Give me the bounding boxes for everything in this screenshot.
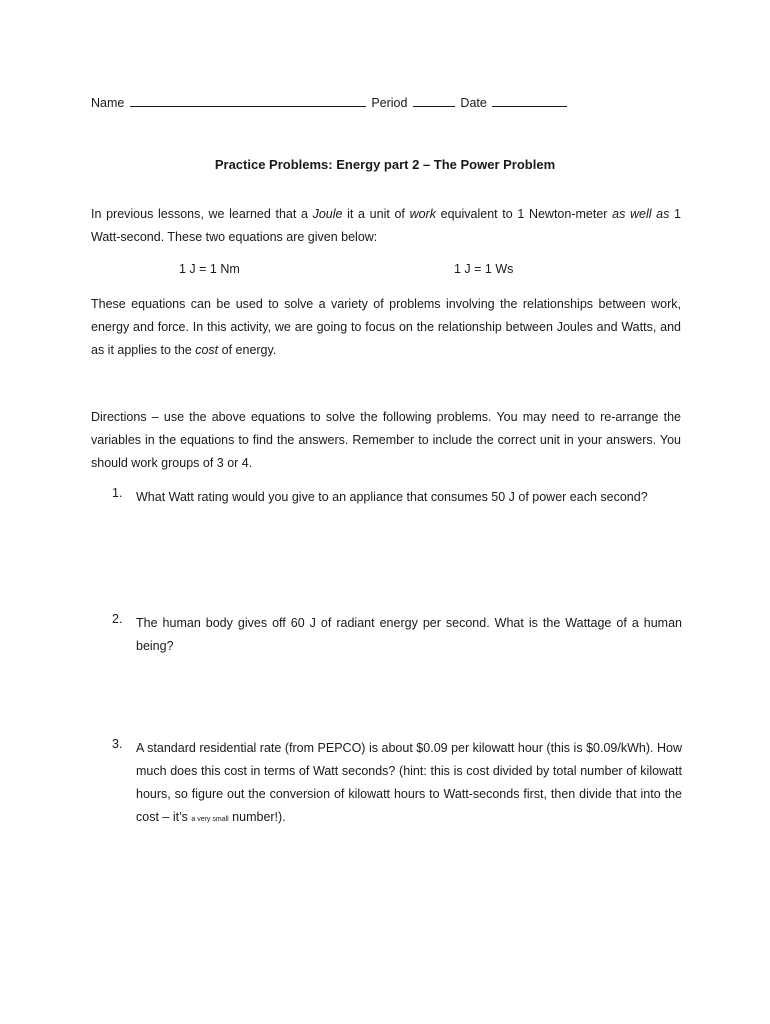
intro-paragraph: In previous lessons, we learned that a Joule it a unit of work equivalent to 1 Newton-meter as well as 1 Watt-second. These two equations are given below:	[91, 207, 681, 244]
equation-joule-watt-second: 1 J = 1 Ws	[454, 262, 514, 276]
question-text: A standard residential rate (from PEPCO) is about $0.09 per kilowatt hour (this is $0.09/kWh). How much does this cost in terms of Watt seconds? (hint: this is cost divided by total number of kilowatt hours, so figure out the conversion of kilowatt hours to Watt-seconds first, then divide that into the cost – it’s a very small number!).	[136, 741, 682, 824]
period-label: Period	[371, 96, 408, 110]
relationship-paragraph: These equations can be used to solve a variety of problems involving the relationships between work, energy and force. In this activity, we are going to focus on the relationship between Joules and Watts, and as it applies to the cost of energy.	[91, 297, 681, 357]
date-blank[interactable]	[492, 94, 567, 107]
question-2	[112, 612, 682, 658]
question-3	[112, 737, 682, 831]
period-blank[interactable]	[413, 94, 455, 107]
question-text: The human body gives off 60 J of radiant energy per second. What is the Wattage of a human being?	[136, 616, 682, 653]
worksheet-title: Practice Problems: Energy part 2 – The Power Problem	[214, 157, 556, 172]
question-text: What Watt rating would you give to an appliance that consumes 50 J of power each second?	[136, 490, 648, 504]
small-note: a very small	[191, 816, 229, 823]
header-fields	[91, 94, 569, 110]
question-number: 1.	[112, 486, 123, 500]
directions-paragraph: Directions – use the above equations to solve the following problems. You may need to re-arrange the variables in the equations to find the answers. Remember to include the correct unit in your answers. You should work groups of 3 or 4.	[91, 410, 681, 470]
equation-joule-newton-meter: 1 J = 1 Nm	[179, 262, 240, 276]
name-blank[interactable]	[130, 94, 366, 107]
question-1	[112, 486, 682, 509]
date-label: Date	[460, 96, 487, 110]
question-number: 2.	[112, 612, 123, 626]
name-label: Name	[91, 96, 125, 110]
question-number: 3.	[112, 737, 123, 751]
